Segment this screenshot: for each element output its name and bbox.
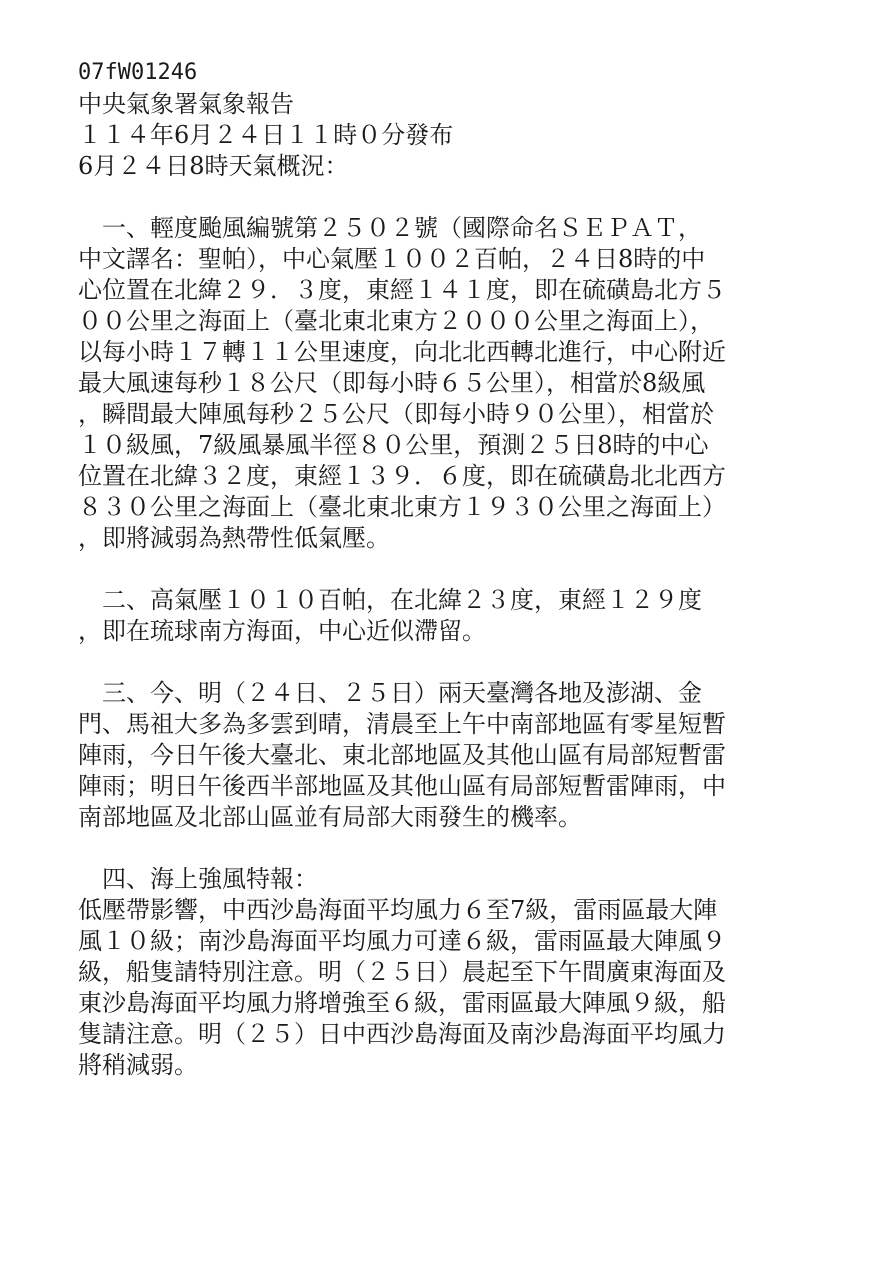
paragraph-line: ，瞬間最大陣風每秒２５公尺（即每小時９０公里），相當於 xyxy=(78,400,714,428)
section-spacer xyxy=(78,647,818,678)
paragraph-line: ００公里之海面上（臺北東北東方２０００公里之海面上）， xyxy=(78,307,714,335)
paragraph-line: 低壓帶影響，中西沙島海面平均風力６至7級，雷雨區最大陣 xyxy=(78,896,718,924)
section-typhoon xyxy=(78,213,818,554)
section-high-pressure xyxy=(78,585,818,647)
section-marine-warning xyxy=(78,864,818,1081)
paragraph-line: 中文譯名：聖帕），中心氣壓１００２百帕，２４日8時的中 xyxy=(78,245,706,273)
issue-datetime: １１４年6月２４日１１時０分發布 xyxy=(78,121,454,149)
paragraph-line: 四、海上強風特報： xyxy=(78,865,318,893)
paragraph-line: 南部地區及北部山區並有局部大雨發生的機率。 xyxy=(78,803,582,831)
paragraph-line: 東沙島海面平均風力將增強至６級，雷雨區最大陣風９級，船 xyxy=(78,989,726,1017)
paragraph-line: 陣雨；明日午後西半部地區及其他山區有局部短暫雷陣雨，中 xyxy=(78,772,726,800)
section-spacer xyxy=(78,833,818,864)
overview-heading: 6月２４日8時天氣概況： xyxy=(78,152,349,180)
section-spacer xyxy=(78,182,818,213)
paragraph-line: 一、輕度颱風編號第２５０２號（國際命名ＳＥＰＡＴ， xyxy=(78,214,702,242)
section-spacer xyxy=(78,554,818,585)
paragraph-line: 以每小時１７轉１１公里速度，向北北西轉北進行，中心附近 xyxy=(78,338,726,366)
paragraph-line: 位置在北緯３２度，東經１３９．６度，即在硫磺島北北西方 xyxy=(78,462,726,490)
paragraph-line: 風１０級；南沙島海面平均風力可達６級，雷雨區最大陣風９ xyxy=(78,927,726,955)
paragraph-line: 陣雨，今日午後大臺北、東北部地區及其他山區有局部短暫雷 xyxy=(78,741,726,769)
paragraph-line: ，即在琉球南方海面，中心近似滯留。 xyxy=(78,617,486,645)
paragraph-line: 隻請注意。明（２５）日中西沙島海面及南沙島海面平均風力 xyxy=(78,1020,726,1048)
paragraph-line: 級，船隻請特別注意。明（２５日）晨起至下午間廣東海面及 xyxy=(78,958,726,986)
document-code: 07fW01246 xyxy=(78,60,198,85)
paragraph-line: 將稍減弱。 xyxy=(78,1051,198,1079)
paragraph-line: 三、今、明（２４日、２５日）兩天臺灣各地及澎湖、金 xyxy=(78,679,702,707)
paragraph-line: ，即將減弱為熱帶性低氣壓。 xyxy=(78,524,390,552)
paragraph-line: 門、馬祖大多為多雲到晴，清晨至上午中南部地區有零星短暫 xyxy=(78,710,726,738)
paragraph-line: 最大風速每秒１８公尺（即每小時６５公里），相當於8級風 xyxy=(78,369,706,397)
paragraph-line: １０級風，7級風暴風半徑８０公里，預測２５日8時的中心 xyxy=(78,431,709,459)
agency-title: 中央氣象署氣象報告 xyxy=(78,90,294,118)
section-forecast xyxy=(78,678,818,833)
paragraph-line: 心位置在北緯２９．３度，東經１４１度，即在硫磺島北方５ xyxy=(78,276,726,304)
paragraph-line: 二、高氣壓１０１０百帕，在北緯２３度，東經１２９度 xyxy=(78,586,702,614)
weather-report-document xyxy=(78,58,818,1081)
paragraph-line: ８３０公里之海面上（臺北東北東方１９３０公里之海面上） xyxy=(78,493,726,521)
